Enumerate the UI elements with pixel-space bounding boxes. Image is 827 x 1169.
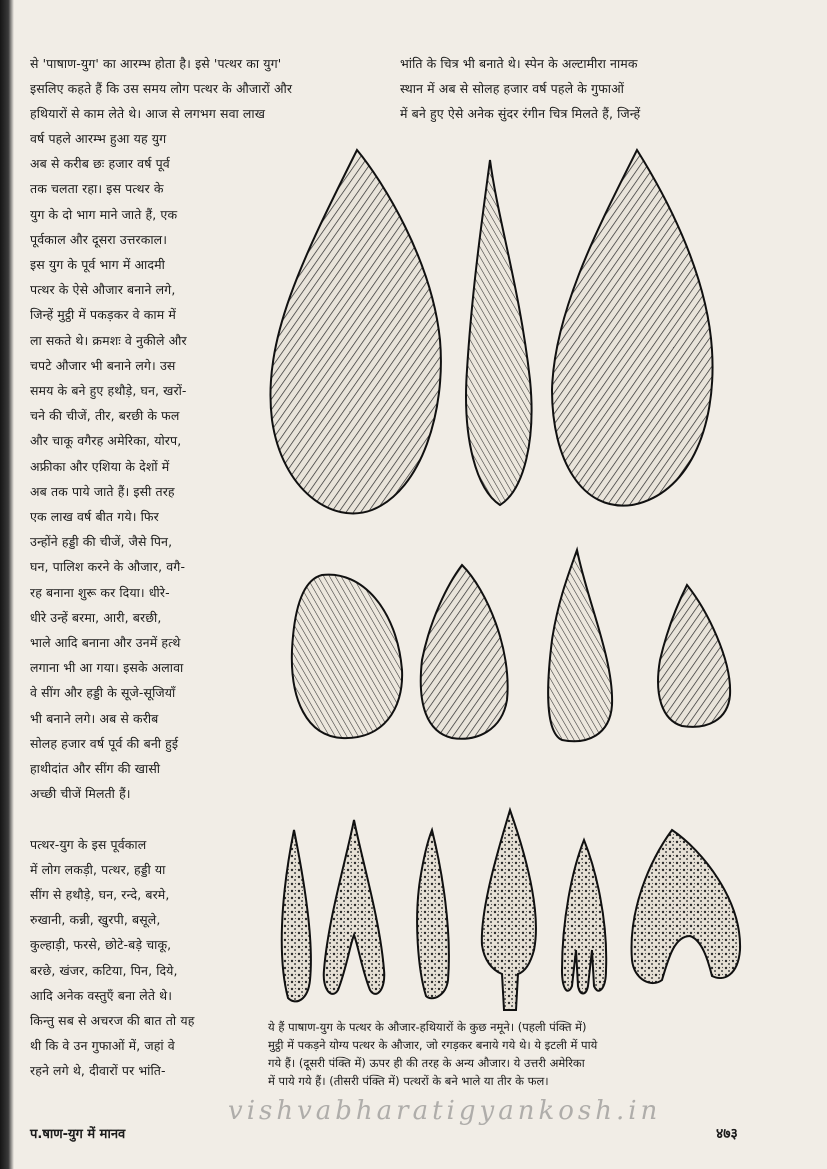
paragraph-line: पत्थर-युग के इस पूर्वकाल	[30, 836, 147, 852]
row3-point-5	[562, 840, 606, 994]
paragraph-line: कुल्हाड़ी, फरसे, छोटे-बड़े चाकू,	[30, 937, 172, 953]
page-number: ४७३	[716, 1126, 738, 1142]
paragraph-line: रुखानी, कन्नी, खुरपी, बसूले,	[30, 912, 161, 928]
paragraph-line: सोलह हजार वर्ष पूर्व की बनी हुई	[30, 735, 179, 751]
paragraph-line: भाले आदि बनाना और उनमें हत्थे	[30, 635, 181, 650]
paragraph-line: और चाकू वगैरह अमेरिका, योरप,	[30, 433, 182, 449]
paragraph-line: रहने लगे थे, दीवारों पर भांति-	[30, 1063, 166, 1079]
paragraph-line: जिन्हें मुट्ठी में पकड़कर वे काम में	[30, 307, 176, 323]
paragraph-line: वर्ष पहले आरम्भ हुआ यह युग	[30, 131, 167, 146]
paragraph-line: घन, पालिश करने के औजार, वगै-	[30, 559, 186, 575]
caption-line: ये हैं पाषाण-युग के पत्थर के औजार-हथियारों के कुछ नमूने। (पहली पंक्ति में)	[268, 1020, 587, 1034]
paragraph-line: स्थान में अब से सोलह हजार वर्ष पहले के गुफाओं	[400, 81, 624, 96]
paragraph-line: अब से करीब छः हजार वर्ष पूर्व	[30, 156, 170, 172]
paragraph-line: अच्छी चीजें मिलती हैं।	[30, 786, 131, 802]
row3-point-3	[417, 830, 449, 998]
paragraph-line: अब तक पाये जाते हैं। इसी तरह	[30, 483, 175, 499]
row1-handaxe-left	[270, 150, 440, 513]
paragraph-line: चने की चीजें, तीर, बरछी के फल	[30, 408, 180, 424]
paragraph-line: लगाना भी आ गया। इसके अलावा	[30, 660, 184, 676]
paragraph-line: इस युग के पूर्व भाग में आदमी	[30, 257, 165, 272]
paragraph-line: थी कि वे उन गुफाओं में, जहां वे	[30, 1038, 175, 1054]
row2-tool-2	[421, 565, 508, 739]
paragraph-line: हाथीदांत और सींग की खासी	[30, 761, 161, 776]
watermark: vishvabharatigyankosh.in	[228, 1096, 662, 1126]
row3-point-2	[324, 820, 385, 994]
paragraph-line: भांति के चित्र भी बनाते थे। स्पेन के अल्टामीरा नामक	[400, 56, 638, 71]
paragraph-line: समय के बने हुए हथौड़े, घन, खरों-	[30, 383, 187, 398]
paragraph-line: पत्थर के ऐसे औजार बनाने लगे,	[30, 282, 176, 298]
paragraph-line: हथियारों से काम लेते थे। आज से लगभग सवा लाख	[30, 106, 266, 121]
row2-tool-3	[548, 550, 612, 741]
page-binding-shadow	[0, 0, 14, 1169]
paragraph-line: से 'पाषाण-युग' का आरम्भ होता है। इसे 'पत्थर का युग'	[30, 56, 282, 71]
row3-point-4	[482, 810, 536, 1010]
paragraph-line: भी बनाने लगे। अब से करीब	[30, 710, 159, 726]
paragraph-line: चपटे औजार भी बनाने लगे। उस	[30, 357, 176, 373]
paragraph-line: एक लाख वर्ष बीत गये। फिर	[30, 509, 159, 524]
paragraph-line: युग के दो भाग माने जाते हैं, एक	[30, 206, 178, 222]
paragraph-line: उन्होंने हड्डी की चीजें, जैसे पिन,	[30, 534, 173, 550]
paragraph-line: इसलिए कहते हैं कि उस समय लोग पत्थर के औजारों और	[30, 81, 293, 96]
row2-tool-1	[292, 575, 402, 739]
row2-tool-4	[658, 585, 730, 727]
paragraph-line: धीरे उन्हें बरमा, आरी, बरछी,	[30, 609, 162, 625]
paragraph-line: बरछे, खंजर, कटिया, पिन, दिये,	[30, 962, 178, 978]
paragraph-line: में बने हुए ऐसे अनेक सुंदर रंगीन चित्र मिलते हैं, जिन्हें	[400, 106, 641, 121]
paragraph-line: अफ्रीका और एशिया के देशों में	[30, 458, 170, 474]
row3-point-6	[632, 830, 741, 983]
paragraph-line: ला सकते थे। क्रमशः वे नुकीले और	[30, 332, 187, 348]
stone-tools-illustration	[262, 140, 772, 1020]
paragraph-line: में लोग लकड़ी, पत्थर, हड्डी या	[30, 861, 166, 877]
paragraph-line: वे सींग और हड्डी के सूजे-सूजियाँ	[30, 685, 176, 701]
paragraph-line: तक चलता रहा। इस पत्थर के	[30, 181, 164, 197]
row3-point-1	[282, 830, 311, 1001]
paragraph-line: सींग से हथौड़े, घन, रन्दे, बरमे,	[30, 887, 170, 902]
paragraph-line: पूर्वकाल और दूसरा उत्तरकाल।	[30, 231, 168, 247]
paragraph-line: रह बनाना शुरू कर दिया। धीरे-	[30, 584, 170, 600]
caption-line: मुट्ठी में पकड़ने योग्य पत्थर के औजार, जो रगड़कर बनाये गये थे। ये इटली में पाये	[268, 1038, 598, 1052]
caption-line: गये हैं। (दूसरी पंक्ति में) ऊपर ही की तरह के अन्य औजार। ये उत्तरी अमेरिका	[268, 1056, 585, 1070]
row1-blade-middle	[466, 160, 531, 505]
paragraph-line: किन्तु सब से अचरज की बात तो यह	[30, 1013, 195, 1028]
running-title: प.षाण-युग में मानव	[30, 1127, 126, 1142]
paragraph-line: आदि अनेक वस्तुएँ बना लेते थे।	[30, 987, 173, 1003]
row1-handaxe-right	[552, 150, 713, 506]
caption-line: में पाये गये हैं। (तीसरी पंक्ति में) पत्थरों के बने भाले या तीर के फल।	[268, 1074, 549, 1088]
